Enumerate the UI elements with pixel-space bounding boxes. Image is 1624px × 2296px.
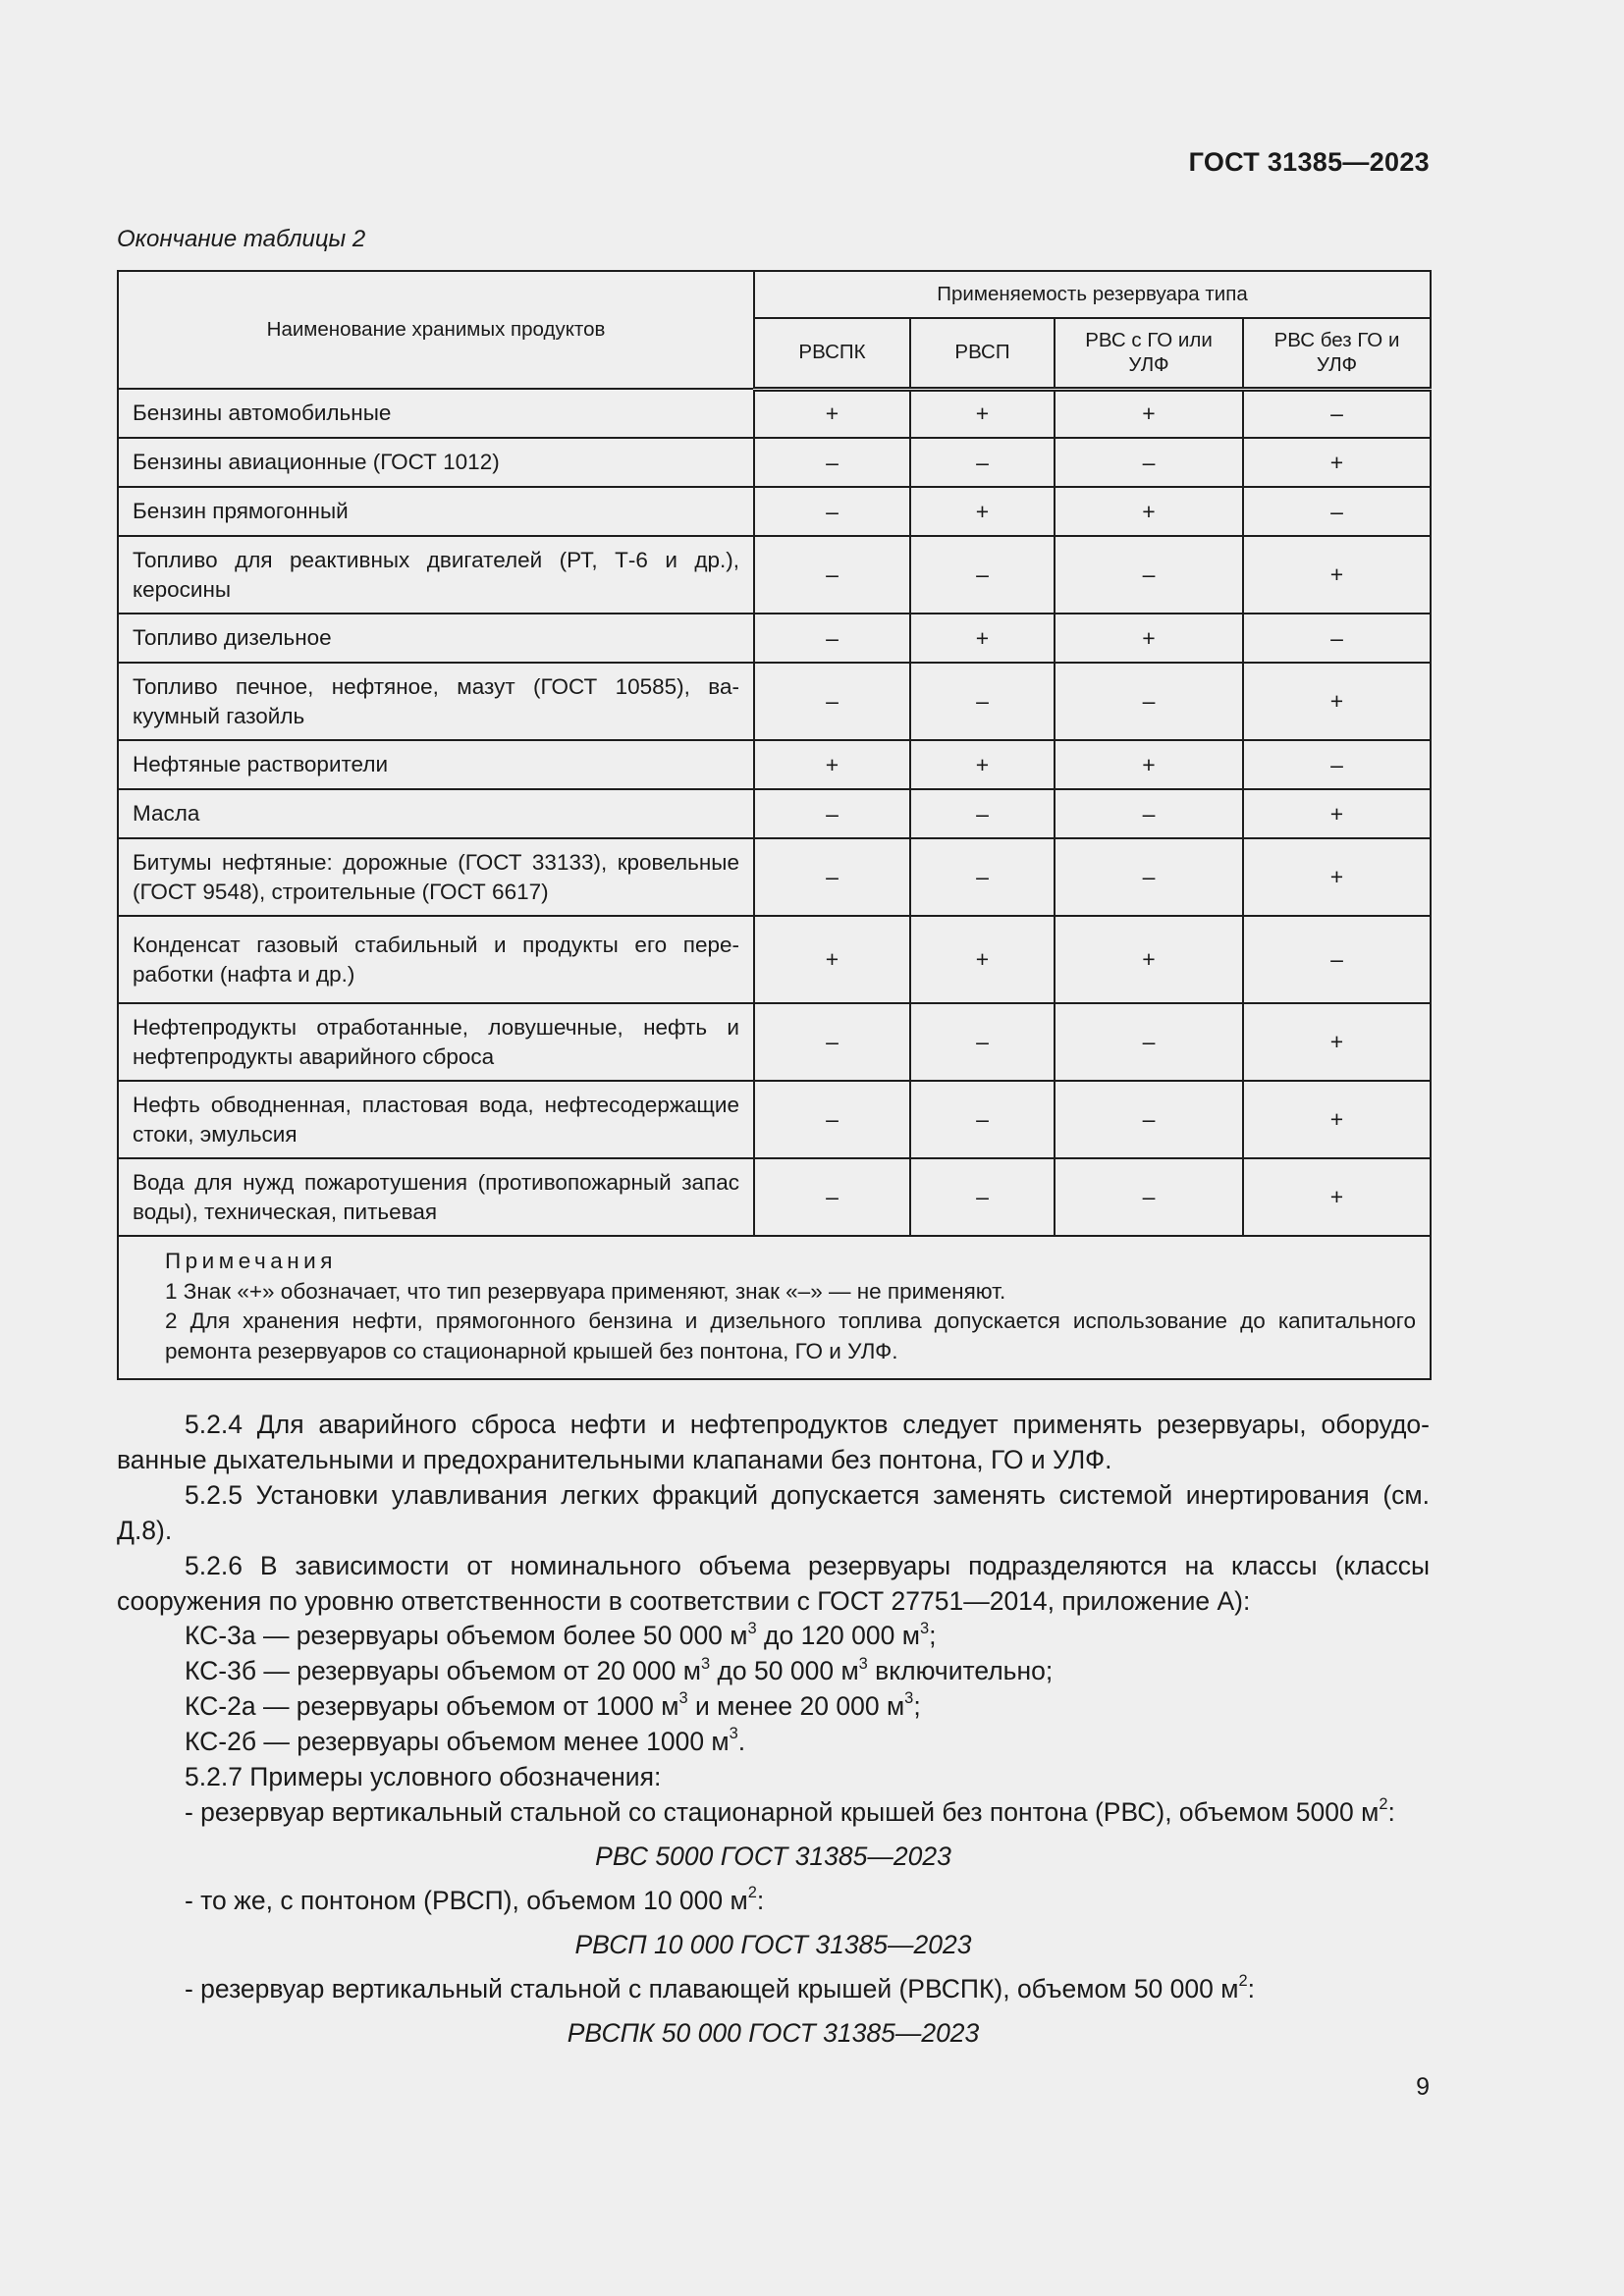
applicability-mark: +: [910, 614, 1055, 663]
applicability-mark: –: [754, 1081, 910, 1158]
table-row: [118, 838, 1431, 916]
paragraph-5-2-7: 5.2.7 Примеры условного обозначения:: [185, 1762, 662, 1792]
applicability-mark: +: [910, 740, 1055, 789]
applicability-mark: +: [1243, 536, 1431, 614]
paragraph-5-2-6: 5.2.6 В зависимости от номинального объема резервуары подразделяются на классы (классы сооружения по уровню ответственности в соответствии с ГОСТ 27751—2014, приложение А):: [117, 1550, 1430, 1616]
applicability-mark: –: [910, 789, 1055, 838]
designation-formula: РВС 5000 ГОСТ 31385—2023: [595, 1841, 951, 1871]
table-row: [118, 1003, 1431, 1081]
applicability-mark: +: [910, 487, 1055, 536]
applicability-mark: +: [1243, 1081, 1431, 1158]
product-name: Масла: [118, 789, 754, 838]
applicability-mark: +: [1243, 1158, 1431, 1236]
applicability-mark: –: [910, 1158, 1055, 1236]
applicability-mark: –: [1243, 389, 1431, 438]
applicability-mark: +: [910, 389, 1055, 438]
designation-formula: РВСПК 50 000 ГОСТ 31385—2023: [567, 2017, 980, 2048]
applicability-mark: –: [910, 838, 1055, 916]
product-name: Конденсат газовый стабильный и продукты его переработки (нафта и др.): [118, 916, 754, 1003]
applicability-mark: –: [754, 838, 910, 916]
product-name: Топливо дизельное: [118, 614, 754, 663]
example-item: - резервуар вертикальный стальной со стационарной крышей без понтона (РВС), объемом 5000 $м^2$:: [185, 1795, 1395, 1827]
note-item: 2 Для хранения нефти, прямогонного бензина и дизельного топлива допускается использование до капитального ремонта резервуаров со стационарной крышей без понтона, ГО и УЛФ.: [165, 1308, 1417, 1363]
applicability-mark: –: [910, 1081, 1055, 1158]
applicability-mark: +: [1055, 916, 1243, 1003]
applicability-header: Применяемость резервуара типа: [754, 271, 1431, 318]
applicability-mark: +: [1243, 438, 1431, 487]
applicability-mark: –: [754, 1003, 910, 1081]
applicability-mark: +: [754, 740, 910, 789]
example-item: - то же, с понтоном (РВСП), объемом 10 000 $м^2$:: [185, 1883, 765, 1915]
applicability-mark: +: [1243, 663, 1431, 740]
column-header: РВСПК: [754, 318, 910, 389]
product-name: Топливо для реактивных двигателей (РТ, Т-6 и др.), керосины: [118, 536, 754, 614]
class-item: КС-2а — резервуары объемом от 1000 $м^3$ и менее 20 000 $м^3$;: [185, 1689, 921, 1722]
class-item: КС-3б — резервуары объемом от 20 000 $м^3$ до 50 000 $м^3$ включительно;: [185, 1654, 1054, 1686]
table-row: [118, 789, 1431, 838]
table-row: [118, 1158, 1431, 1236]
applicability-mark: –: [910, 536, 1055, 614]
applicability-mark: –: [1243, 740, 1431, 789]
table-row: [118, 916, 1431, 1003]
applicability-mark: –: [754, 536, 910, 614]
table-row: [118, 614, 1431, 663]
product-name: Нефть обводненная, пластовая вода, нефтесодержащие стоки, эмульсия: [118, 1081, 754, 1158]
product-name: Нефтяные растворители: [118, 740, 754, 789]
applicability-mark: –: [1055, 838, 1243, 916]
product-name: Вода для нужд пожаротушения (противопожарный запас воды), техническая, питьевая: [118, 1158, 754, 1236]
table-row: [118, 487, 1431, 536]
notes-title: Примечания: [165, 1249, 337, 1273]
applicability-mark: –: [1055, 536, 1243, 614]
designation-formula: РВСП 10 000 ГОСТ 31385—2023: [574, 1929, 972, 1959]
class-item: КС-3а — резервуары объемом более 50 000 $м^3$ до 120 000 $м^3$;: [185, 1619, 937, 1651]
applicability-mark: –: [754, 663, 910, 740]
table-notes: [118, 1236, 1431, 1379]
applicability-mark: +: [1243, 1003, 1431, 1081]
standard-id: ГОСТ 31385—2023: [1188, 147, 1430, 177]
applicability-mark: +: [1243, 838, 1431, 916]
applicability-mark: –: [1055, 789, 1243, 838]
applicability-mark: +: [754, 389, 910, 438]
applicability-mark: –: [910, 1003, 1055, 1081]
table-row: [118, 438, 1431, 487]
applicability-mark: –: [754, 614, 910, 663]
product-name-header: Наименование хранимых продуктов: [118, 271, 754, 389]
applicability-mark: –: [754, 1158, 910, 1236]
table-row: [118, 1081, 1431, 1158]
applicability-mark: +: [1055, 487, 1243, 536]
applicability-mark: –: [1243, 916, 1431, 1003]
applicability-mark: –: [754, 438, 910, 487]
applicability-mark: –: [910, 663, 1055, 740]
product-name: Нефтепродукты отработанные, ловушечные, нефть и нефтепродукты аварийного сброса: [118, 1003, 754, 1081]
product-name: Битумы нефтяные: дорожные (ГОСТ 33133), кровельные (ГОСТ 9548), строительные (ГОСТ 6617): [118, 838, 754, 916]
table-row: [118, 389, 1431, 438]
table-row: [118, 740, 1431, 789]
applicability-mark: –: [1243, 614, 1431, 663]
product-name: Бензины авиационные (ГОСТ 1012): [118, 438, 754, 487]
column-header: РВС с ГО или УЛФ: [1055, 318, 1243, 389]
note-item: 1 Знак «+» обозначает, что тип резервуара применяют, знак «–» — не применяют.: [165, 1278, 1006, 1304]
applicability-mark: –: [1055, 438, 1243, 487]
applicability-mark: +: [1055, 614, 1243, 663]
applicability-mark: –: [1055, 663, 1243, 740]
product-name: Бензины автомобильные: [118, 389, 754, 438]
product-name: Бензин прямогонный: [118, 487, 754, 536]
applicability-mark: –: [754, 789, 910, 838]
applicability-mark: +: [910, 916, 1055, 1003]
products-table: [117, 270, 1432, 1380]
table-notes-row: [118, 1236, 1431, 1379]
applicability-mark: +: [754, 916, 910, 1003]
example-item: - резервуар вертикальный стальной с плавающей крышей (РВСПК), объемом 50 000 $м^2$:: [185, 1971, 1255, 2003]
applicability-mark: +: [1243, 789, 1431, 838]
applicability-mark: –: [1055, 1158, 1243, 1236]
applicability-mark: +: [1055, 389, 1243, 438]
applicability-mark: –: [1055, 1081, 1243, 1158]
applicability-mark: –: [754, 487, 910, 536]
applicability-mark: –: [1055, 1003, 1243, 1081]
class-item: КС-2б — резервуары объемом менее 1000 $м^3$.: [185, 1725, 746, 1757]
applicability-mark: –: [1243, 487, 1431, 536]
applicability-mark: +: [1055, 740, 1243, 789]
table-caption: Окончание таблицы 2: [117, 226, 366, 252]
table-row: [118, 536, 1431, 614]
column-header: РВС без ГО и УЛФ: [1243, 318, 1431, 389]
applicability-mark: –: [910, 438, 1055, 487]
paragraph-5-2-5: 5.2.5 Установки улавливания легких фракций допускается заменять системой инертирования (см. Д.8).: [117, 1479, 1430, 1545]
paragraph-5-2-4: 5.2.4 Для аварийного сброса нефти и нефтепродуктов следует применять резервуары, оборудованные дыхательными и предохранительными клапанами без понтона, ГО и УЛФ.: [117, 1410, 1430, 1474]
column-header: РВСП: [910, 318, 1055, 389]
product-name: Топливо печное, нефтяное, мазут (ГОСТ 10585), вакуумный газойль: [118, 663, 754, 740]
page-number: 9: [1416, 2073, 1430, 2101]
table-row: [118, 663, 1431, 740]
body-text: [117, 1408, 1430, 2059]
